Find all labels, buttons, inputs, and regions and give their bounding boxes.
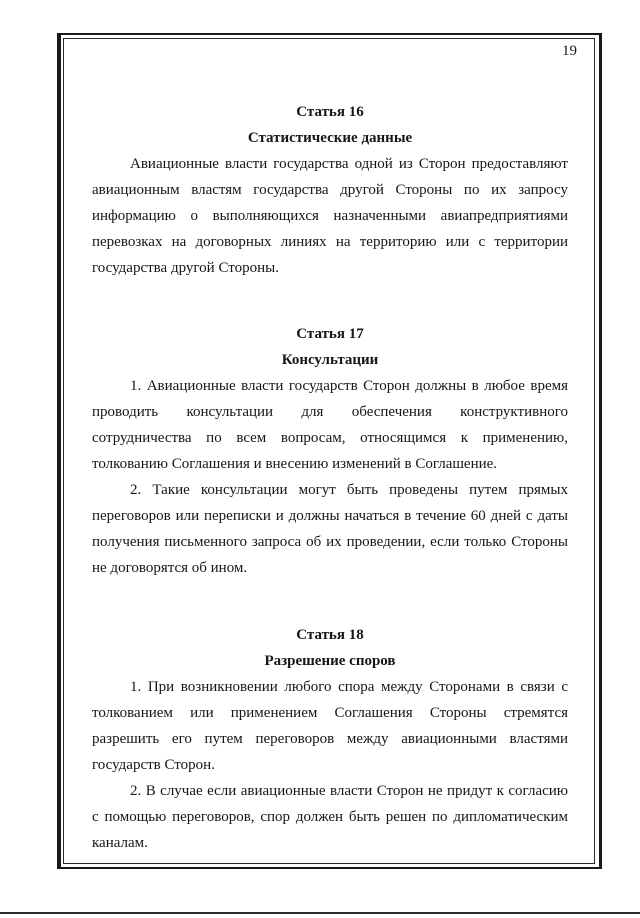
document-body: [92, 99, 568, 856]
article-title: Статья 17: [296, 326, 364, 342]
article-heading: Разрешение споров: [264, 653, 396, 669]
article-heading: Статистические данные: [247, 130, 413, 146]
article-18: [92, 622, 568, 856]
article-17: [92, 321, 568, 581]
page-number: 19: [562, 43, 577, 59]
article-heading: Консультации: [281, 352, 379, 368]
paragraph: 1. Авиационные власти государств Сторон должны в любое время проводить консультации для обеспечения конструктивного сотрудничества по всем вопросам, относящимся к применению, толкованию Соглашения и внесению изменений в Соглашение.: [92, 378, 568, 472]
article-title: Статья 18: [296, 627, 364, 643]
paragraph: 2. Такие консультации могут быть проведены путем прямых переговоров или переписки и должны начаться в течение 60 дней с даты получения письменного запроса об их проведении, если только Стороны не договорятся об ином.: [92, 482, 568, 576]
article-16: [92, 99, 568, 281]
article-title: Статья 16: [296, 104, 364, 120]
paragraph: 1. При возникновении любого спора между Сторонами в связи с толкованием или применением Соглашения Стороны стремятся разрешить его путем переговоров между авиационными властями государств Сторон.: [92, 679, 568, 773]
paragraph: 2. В случае если авиационные власти Сторон не придут к согласию с помощью переговоров, спор должен быть решен по дипломатическим каналам.: [92, 783, 568, 851]
paragraph: Авиационные власти государства одной из Сторон предоставляют авиационным властям государства другой Стороны по их запросу информацию о выполняющихся назначенными авиапредприятиями перевозках на договорных линиях на территорию или с территории государства другой Стороны.: [92, 156, 568, 276]
bottom-rule: [0, 912, 640, 914]
